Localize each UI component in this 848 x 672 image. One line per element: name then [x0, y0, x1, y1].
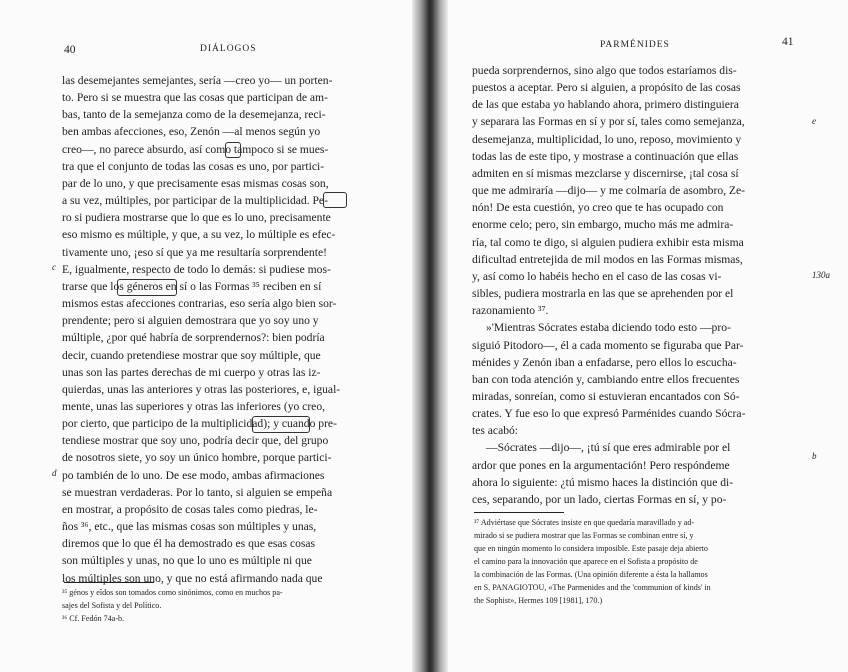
pen-mark-circle [225, 142, 241, 158]
text-line: se muestran verdaderas. Por lo tanto, si alguien se empeña [62, 485, 333, 499]
text-line: siguió Pitodoro—, él a cada momento se figuraba que Par- [472, 338, 744, 352]
text-line: tra que el conjunto de todas las cosas es uno, por partici- [62, 159, 325, 173]
text-line: E, igualmente, respecto de todo lo demás: si pudiese mos- [62, 262, 331, 276]
footnote-line: el camino para la innovación que aparece en el Sofista a propósito de [474, 557, 698, 566]
text-line: pueda sorprendernos, sino algo que todos estaríamos dis- [472, 64, 737, 77]
footnote-rule [474, 512, 564, 513]
text-line: diremos que lo que él ha demostrado es que esas cosas [62, 537, 316, 551]
page-number-right: 41 [782, 36, 794, 48]
text-line: ro si pudiera mostrarse que lo que es lo uno, precisamente [62, 211, 331, 225]
pen-mark-circle [117, 279, 177, 296]
text-line: y separara las Formas en sí y por sí, tales como semejanza, [472, 115, 745, 129]
footnote-line: ³⁵ génos y eîdos son tomados como sinónimos, como en muchos pa- [62, 588, 283, 597]
footnote-rule [64, 582, 154, 583]
text-line: prendente; pero si alguien demostrara que yo soy uno y [62, 314, 319, 328]
running-head-left: DIÁLOGOS [200, 44, 257, 54]
text-line: ménides y Zenón iban a enfadarse, pero ellos lo escucha- [472, 355, 737, 369]
footnote-line: que en ningún momento lo considera imposible. Este pasaje deja abierto [474, 544, 708, 553]
text-line: tes acabó: [472, 424, 519, 438]
text-line: tivamente uno, ¡eso sí que ya me resultaría sorprendente! [62, 245, 327, 259]
text-line: tendiese mostrar que soy uno, podría decir que, del grupo [62, 434, 329, 448]
text-line: desemejanza, multiplicidad, lo uno, reposo, movimiento y [472, 132, 742, 146]
text-line: bas, tanto de la semejanza como de la desemejanza, reci- [62, 108, 326, 122]
footnote-line: the Sophist», Hermes 109 [1981], 170.) [474, 596, 603, 605]
footnote-line: sajes del Sofista y del Político. [62, 601, 162, 610]
text-line: to. Pero si se muestra que las cosas que participan de am- [62, 91, 328, 105]
margin-note-e: e [812, 116, 816, 126]
page-number-left: 40 [64, 44, 76, 56]
right-page [448, 0, 848, 672]
text-line: ben ambas afecciones, eso, Zenón —al menos según yo [62, 125, 321, 139]
text-line: que me admiraría —dijo— y me colmaría de asombro, Ze- [472, 184, 746, 198]
text-line: ría, tal como te digo, si alguien pudiera exhibir esta misma [472, 235, 744, 249]
text-line: quierdas, unas las anteriores y otras las posteriores, e, igual- [62, 382, 341, 396]
pen-mark-circle [323, 192, 347, 208]
margin-note-c: c [52, 262, 56, 272]
margin-note-130a: 130a [812, 270, 830, 280]
text-line: admiten en sí mismas mezclarse y discernirse, ¡tal cosa sí [472, 166, 739, 180]
footnote-line: en S. PANAGIOTOU, «The Parmenides and the 'communion of kinds' in [474, 583, 711, 592]
text-line: los múltiples son uno, y que no está afirmando nada que [62, 571, 323, 585]
text-line: múltiple, ¿por qué habría de sorprendernos?: bien podría [62, 331, 325, 345]
text-line: ban con toda atención y, cambiando entre ellos frecuentes [472, 372, 740, 386]
right-body-text [472, 62, 812, 508]
text-line: son múltiples y unas, no que lo uno es múltiple ni que [62, 554, 312, 568]
text-line: decir, cuando pretendiese mostrar que soy múltiple, que [62, 348, 321, 362]
text-line: de las que estaba yo hablando ahora, primero distinguiera [472, 98, 739, 112]
text-line: crates. Y fue eso lo que expresó Parménides cuando Sócra- [472, 407, 746, 421]
text-line: mente, unas las superiores y otras las inferiores (yo creo, [62, 399, 326, 413]
text-line: enorme celo; pero, sin embargo, mucho más me admira- [472, 218, 734, 232]
text-line: »'Mientras Sócrates estaba diciendo todo esto —pro- [486, 321, 731, 335]
text-line: y, así como lo habéis hecho en el caso de las cosas vi- [472, 269, 722, 283]
text-line: nón! De esta cuestión, yo creo que te has ocupado con [472, 201, 724, 215]
left-footnotes [62, 586, 283, 625]
text-line: de nosotros siete, yo soy un único hombre, porque partici- [62, 451, 332, 465]
text-line: ardor que pones en la argumentación! Pero respóndeme [472, 458, 730, 472]
footnote-line: la combinación de las Formas. (Una opinión diferente a ésta la hallamos [474, 570, 708, 579]
text-line: ahora lo siguiente: ¿tú mismo haces la distinción que di- [472, 475, 734, 489]
text-line: par de lo uno, y que precisamente esas mismas cosas son, [62, 176, 329, 190]
text-line: sibles, pudiera mostrarla en las que se aprehenden por el [472, 287, 734, 301]
text-line: razonamiento ³⁷. [472, 304, 549, 318]
book-gutter [412, 0, 448, 672]
text-line: dificultad entretejida de mil modos en las Formas mismas, [472, 252, 743, 266]
footnote-line: ³⁶ Cf. Fedón 74a-b. [62, 614, 125, 623]
text-line: creo—, no parece absurdo, así como tampoco si se mues- [62, 142, 329, 156]
text-line: mismos estas afecciones contrarias, eso sería algo bien sor- [62, 297, 337, 311]
text-line: todas las de este tipo, y mostrase a continuación que ellas [472, 149, 739, 163]
text-line: puestos a aceptar. Pero si alguien, a propósito de las cosas [472, 81, 741, 95]
text-line: unas son las partes derechas de mi cuerpo y otras las iz- [62, 365, 321, 379]
margin-note-b: b [812, 451, 817, 461]
text-line: a su vez, múltiples, por participar de la multiplicidad. Pe- [62, 194, 328, 208]
pen-mark-circle [252, 416, 310, 433]
margin-note-d: d [52, 468, 57, 478]
text-line: ces, separando, por un lado, ciertas Formas en sí, y po- [472, 492, 727, 506]
text-line: eso mismo es múltiple, y que, a su vez, lo múltiple es efec- [62, 228, 336, 242]
footnote-line: ³⁷ Adviértase que Sócrates insiste en que quedaría maravillado y ad- [474, 518, 695, 527]
text-line: —Sócrates —dijo—, ¡tú sí que eres admirable por el [486, 441, 731, 455]
footnote-line: mirado si se pudiera mostrar que las Formas se combinan entre sí, y [474, 531, 694, 540]
text-line: por cierto, que participo de la multiplicidad); y cuando pre- [62, 417, 337, 431]
text-line: en mostrar, a propósito de cosas tales como piedras, le- [62, 502, 318, 516]
text-line: po también de lo uno. De ese modo, ambas afirmaciones [62, 468, 325, 482]
text-line: ños ³⁶, etc., que las mismas cosas son múltiples y unas, [62, 520, 317, 534]
text-line: trarse que los géneros en sí o las Formas ³⁵ reciben en sí [62, 279, 322, 293]
running-head-right: PARMÉNIDES [600, 40, 670, 50]
text-line: miradas, sonreían, como si estuvieran encantados con Só- [472, 389, 740, 403]
left-page [0, 0, 412, 672]
text-line: las desemejantes semejantes, sería —creo yo— un porten- [62, 74, 333, 87]
right-footnotes [474, 516, 711, 607]
